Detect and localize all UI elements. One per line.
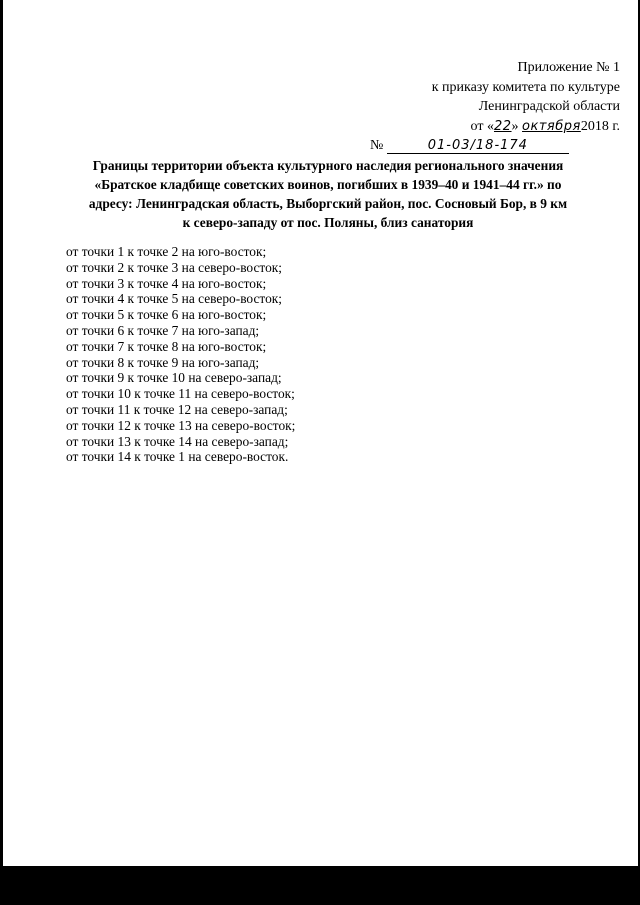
boundary-item: от точки 9 к точке 10 на северо-запад; — [66, 370, 282, 386]
number-prefix: № — [370, 138, 384, 153]
date-prefix: от « — [470, 118, 494, 134]
appendix-title: Приложение № 1 — [517, 60, 620, 75]
boundary-item: от точки 10 к точке 11 на северо-восток; — [66, 386, 295, 402]
title-line: к северо-западу от пос. Поляны, близ санатория — [182, 215, 474, 230]
date-year: 2018 г. — [580, 118, 620, 134]
boundary-item: от точки 6 к точке 7 на юго-запад; — [66, 322, 260, 338]
scan-left-edge — [0, 0, 3, 866]
number-value-handwritten: 01-03/18-174 — [387, 138, 569, 154]
boundary-item: от точки 7 к точке 8 на юго-восток; — [66, 338, 267, 354]
boundary-item: от точки 4 к точке 5 на северо-восток; — [66, 291, 283, 307]
appendix-region: Ленинградской области — [478, 99, 620, 114]
boundary-item: от точки 1 к точке 2 на юго-восток; — [66, 244, 267, 259]
boundary-item: от точки 2 к точке 3 на северо-восток; — [66, 259, 283, 275]
boundary-list — [66, 244, 295, 465]
boundary-item: от точки 5 к точке 6 на юго-восток; — [66, 307, 267, 323]
appendix-order-reference: к приказу комитета по культуре — [431, 79, 620, 95]
appendix-header — [300, 58, 620, 156]
boundary-item: от точки 14 к точке 1 на северо-восток. — [66, 449, 289, 465]
date-month-handwritten: октября — [522, 118, 581, 134]
boundary-item: от точки 3 к точке 4 на юго-восток; — [66, 275, 267, 291]
appendix-date — [300, 117, 620, 137]
appendix-number — [300, 136, 620, 156]
boundary-item: от точки 13 к точке 14 на северо-запад; — [66, 433, 289, 449]
date-mid: » — [511, 118, 523, 134]
title-line: адресу: Ленинградская область, Выборгский район, пос. Сосновый Бор, в 9 км — [88, 196, 568, 211]
date-day-handwritten: 22 — [493, 118, 512, 134]
title-line: «Братское кладбище советских воинов, погибших в 1939–40 и 1941–44 гг.» по — [94, 177, 562, 192]
document-title — [60, 156, 596, 232]
boundary-item: от точки 12 к точке 13 на северо-восток; — [66, 417, 296, 433]
scan-bottom-border — [0, 866, 640, 905]
title-line: Границы территории объекта культурного наследия регионального значения — [92, 158, 564, 173]
boundary-item: от точки 8 к точке 9 на юго-запад; — [66, 354, 260, 370]
boundary-item: от точки 11 к точке 12 на северо-запад; — [66, 401, 288, 417]
